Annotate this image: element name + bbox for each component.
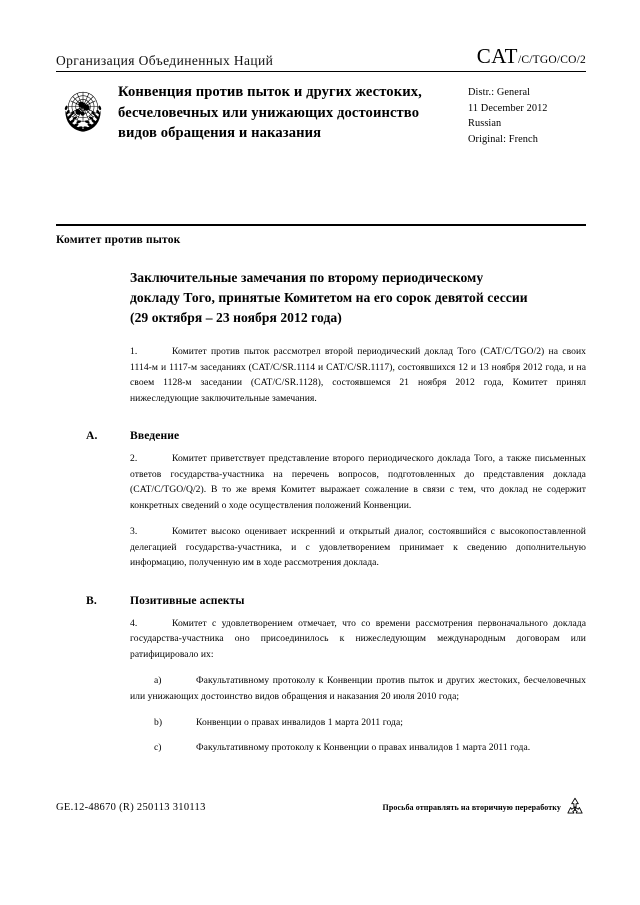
masthead-top-row <box>56 44 586 71</box>
page-footer <box>56 796 586 818</box>
list-item-text: Факультативному протоколу к Конвенции о правах инвалидов 1 марта 2011 года. <box>196 742 531 754</box>
distribution-block <box>468 81 586 148</box>
list-item-letter: a) <box>154 675 162 687</box>
committee-name: Комитет против пыток <box>56 234 181 246</box>
paragraph-text: Комитет высоко оценивает искренний и открытый диалог, состоявшийся с высокопоставленной делегацией государства-участника, и с удовлетворением принимает к сведению дополнительную информацию, полученную им в ходе рассмотрения доклада. <box>130 526 586 569</box>
paragraph <box>56 344 586 406</box>
paragraph <box>56 524 586 571</box>
masthead-bottom-row <box>56 81 586 148</box>
document-body <box>56 344 586 766</box>
recycle-notice <box>383 796 587 818</box>
paragraph-number: 2. <box>130 453 138 465</box>
list-item <box>56 715 586 731</box>
paragraph <box>56 451 586 513</box>
section-letter: A. <box>86 429 98 443</box>
un-emblem <box>56 81 118 142</box>
masthead-divider-thick <box>56 224 586 226</box>
list-item-letter: b) <box>154 716 163 728</box>
distribution-original: Original: French <box>468 133 538 145</box>
distribution-date: 11 December 2012 <box>468 102 548 114</box>
organization-name: Организация Объединенных Наций <box>56 53 274 68</box>
section-spacer <box>56 582 586 594</box>
paragraph-number: 3. <box>130 526 138 538</box>
list-item-text: Конвенции о правах инвалидов 1 марта 2011 года; <box>196 716 403 728</box>
section-label: Введение <box>130 429 180 443</box>
paragraph-number: 4. <box>130 617 138 629</box>
section-heading-b <box>56 594 586 607</box>
paragraph-text: Комитет приветствует представление второго периодического доклада Того, а также письменных ответов государства-участника на перечень вопросов, подготовленных до представления доклада (CAT/C/TGO/Q/2). В то же время Комитет выражает сожаление в связи с тем, что доклад не содержит конкретных сведений о ходе осуществления положений Конвенции. <box>130 453 586 511</box>
convention-title: Конвенция против пыток и других жестоких, бесчеловечных или унижающих достоинство видов обращения и наказания <box>118 84 422 142</box>
un-emblem-icon <box>56 83 110 137</box>
recycle-label: Просьба отправлять на вторичную переработку <box>382 802 561 812</box>
document-symbol <box>477 44 586 69</box>
list-item-text: Факультативному протоколу к Конвенции против пыток и других жестоких, бесчеловечных или унижающих достоинство видов обращения и наказания 20 июля 2010 года; <box>130 675 586 702</box>
page-title: Заключительные замечания по второму периодическому докладу Того, принятые Комитетом на его сорок девятой сессии (29 октября – 23 ноября 2012 года) <box>130 270 528 325</box>
distribution-type: Distr.: General <box>468 87 531 98</box>
paragraph <box>56 616 586 663</box>
ge-code: GE.12-48670 (R) 250113 310113 <box>56 801 206 813</box>
section-letter: B. <box>86 593 97 607</box>
paragraph-text: Комитет с удовлетворением отмечает, что со времени рассмотрения первоначального доклада государства-участника оно присоединилось к нижеследующим международным договорам или ратифицировало их: <box>130 617 586 660</box>
masthead <box>56 44 586 148</box>
distribution-language: Russian <box>468 118 502 130</box>
paragraph-number: 1. <box>130 346 138 357</box>
list-item-letter: c) <box>154 742 162 754</box>
section-label: Позитивные аспекты <box>130 593 245 607</box>
list-item <box>56 740 586 756</box>
section-heading-a <box>56 429 586 442</box>
masthead-divider-thin <box>56 71 586 72</box>
document-symbol-main: CAT <box>476 44 518 68</box>
document-symbol-suffix: /C/TGO/CO/2 <box>517 54 586 66</box>
section-spacer <box>56 417 586 429</box>
paragraph-text: Комитет против пыток рассмотрел второй периодический доклад Того (CAT/C/TGO/2) на своих 1114-м и 1117-м заседаниях (CAT/C/SR.1114 и CAT/C/SR.1117), состоявшихся 12 и 13 ноября 2012 года, и на своем 1128-м заседании (CAT/C/SR.1128), состоявшемся 21 ноября 2012 года, Комитет принял нижеследующие заключительные замечания. <box>130 346 586 404</box>
list-item <box>56 673 586 704</box>
recycle-icon <box>564 796 586 818</box>
